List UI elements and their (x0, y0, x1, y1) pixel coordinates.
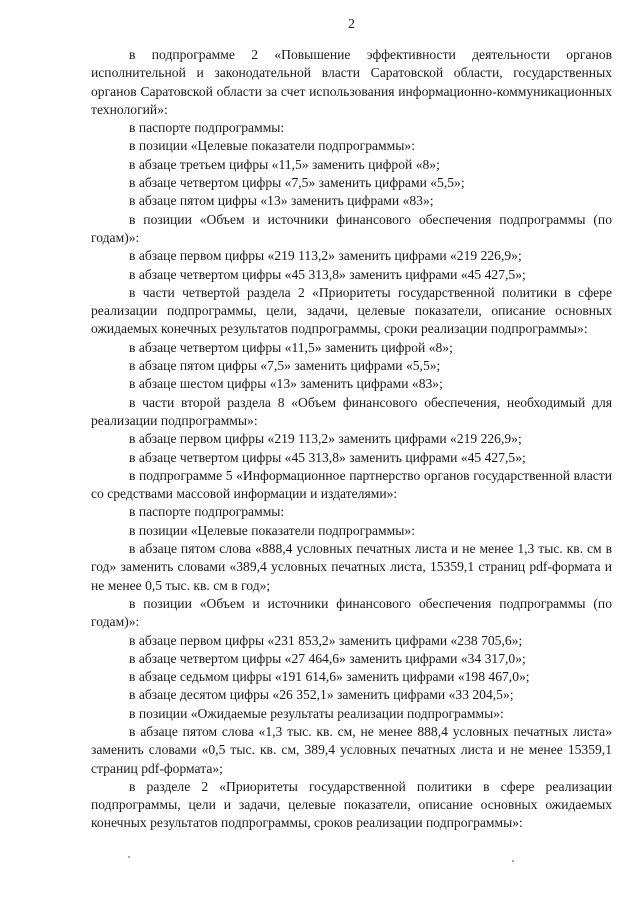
paragraph: в абзаце четвертом цифры «45 313,8» заменить цифрами «45 427,5»; (129, 266, 526, 282)
paragraph: в абзаце шестом цифры «13» заменить цифрами «83»; (129, 376, 443, 392)
paragraph: в абзаце пятом слова «888,4 условных печатных листа и не менее 1,3 тыс. кв. см в год» заменить словами «389,4 условных печатных листа, 15359,1 страниц pdf-формата и не менее 0,5 тыс. кв. см в год»; (91, 541, 612, 593)
paragraph: в абзаце четвертом цифры «11,5» заменить цифрой «8»; (129, 339, 453, 355)
paragraph: в позиции «Целевые показатели подпрограммы»: (129, 522, 415, 538)
paragraph: в абзаце четвертом цифры «27 464,6» заменить цифрами «34 317,0»; (129, 650, 526, 666)
paragraph: в позиции «Целевые показатели подпрограммы»: (129, 138, 415, 154)
paragraph: в абзаце пятом цифры «13» заменить цифрами «83»; (129, 193, 434, 209)
scan-speck (512, 860, 514, 862)
paragraph: в разделе 2 «Приоритеты государственной политики в сфере реализации подпрограммы, цели и задачи, целевые показатели, описание основных ожидаемых конечных результатов подпрограммы, сроков реализации подпрограммы»: (91, 778, 612, 831)
paragraph: в абзаце четвертом цифры «7,5» заменить цифрами «5,5»; (129, 175, 465, 191)
paragraph: в абзаце первом цифры «219 113,2» заменить цифрами «219 226,9»; (129, 431, 522, 447)
paragraph: в абзаце третьем цифры «11,5» заменить цифрой «8»; (129, 156, 440, 172)
paragraph: в паспорте подпрограммы: (129, 504, 285, 520)
document-body (91, 46, 612, 833)
paragraph: в абзаце седьмом цифры «191 614,6» заменить цифрами «198 467,0»; (129, 669, 530, 685)
scan-speck (128, 856, 130, 858)
paragraph: в паспорте подпрограммы: (129, 120, 285, 136)
paragraph: в абзаце первом цифры «219 113,2» заменить цифрами «219 226,9»; (129, 248, 522, 264)
paragraph: в части второй раздела 8 «Объем финансового обеспечения, необходимый для реализации подпрограммы»: (91, 394, 612, 428)
paragraph: в позиции «Объем и источники финансового обеспечения подпрограммы (по годам)»: (91, 211, 612, 245)
paragraph: в абзаце десятом цифры «26 352,1» заменить цифрами «33 204,5»; (129, 687, 514, 703)
page-number: 2 (348, 17, 355, 32)
paragraph: в позиции «Объем и источники финансового обеспечения подпрограммы (по годам)»: (91, 595, 612, 630)
paragraph: в абзаце пятом цифры «7,5» заменить цифрами «5,5»; (129, 358, 441, 374)
paragraph: в подпрограмме 5 «Информационное партнерство органов государственной власти со средствами массовой информации и издателями»: (91, 467, 612, 502)
paragraph: в части четвертой раздела 2 «Приоритеты государственной политики в сфере реализации подпрограммы, цели, задачи, целевые показатели, описание основных ожидаемых конечных результатов подпрограммы, сроки реализации подпрограммы»: (91, 284, 612, 337)
paragraph: в абзаце пятом слова «1,3 тыс. кв. см, не менее 888,4 условных печатных листа» заменить словами «0,5 тыс. кв. см, 389,4 условных печатных листа и не менее 15359,1 страниц pdf-формата»; (91, 723, 612, 776)
paragraph: в позиции «Ожидаемые результаты реализации подпрограммы»: (129, 705, 504, 721)
paragraph: в абзаце четвертом цифры «45 313,8» заменить цифрами «45 427,5»; (129, 449, 526, 465)
paragraph: в абзаце первом цифры «231 853,2» заменить цифрами «238 705,6»; (129, 632, 523, 648)
paragraph: в подпрограмме 2 «Повышение эффективности деятельности органов исполнительной и законодательной власти Саратовской области, государственных органов Саратовской области за счет использования информационно-коммуникационных технологий»: (91, 47, 612, 117)
